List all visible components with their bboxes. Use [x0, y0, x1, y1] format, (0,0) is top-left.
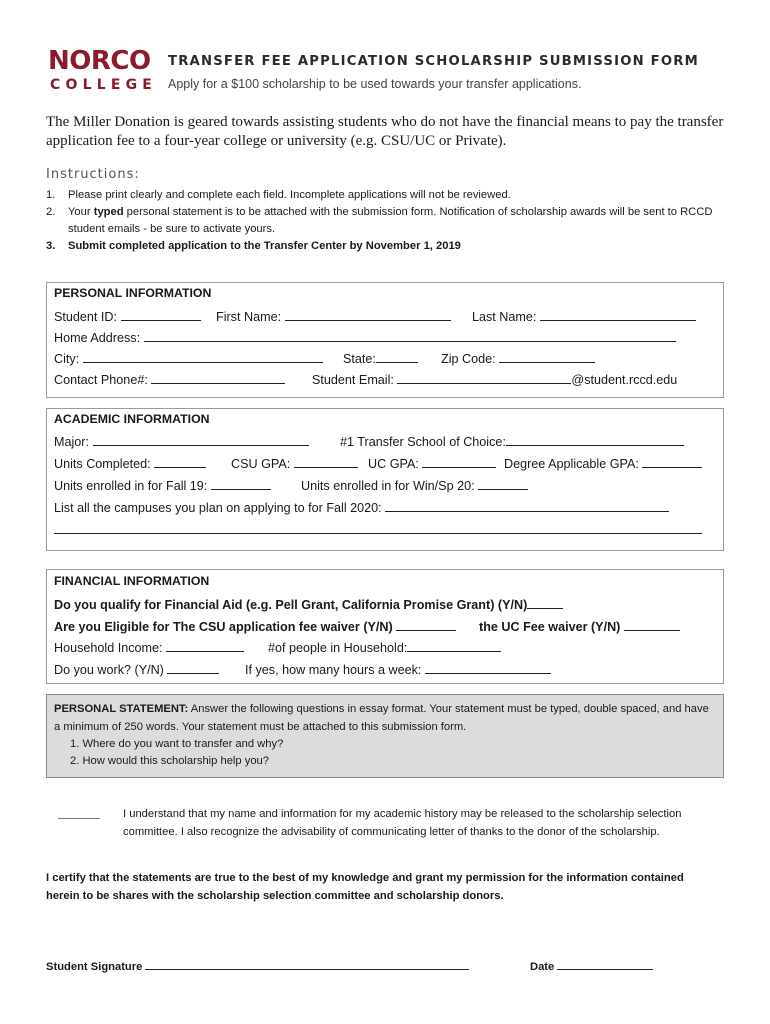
statement-question-2: 2. How would this scholarship help you? [70, 755, 269, 767]
form-subtitle: Apply for a $100 scholarship to be used towards your transfer applications. [168, 77, 582, 91]
student-id-field[interactable]: Student ID: [54, 308, 201, 324]
work-field[interactable]: Do you work? (Y/N) [54, 661, 219, 677]
units-completed-field[interactable]: Units Completed: [54, 455, 206, 471]
household-people-field[interactable]: #of people in Household: [268, 639, 501, 655]
campuses-field[interactable]: List all the campuses you plan on applying to for Fall 2020: [54, 499, 669, 515]
instructions-heading: Instructions: [46, 167, 140, 182]
state-field[interactable]: State: [343, 350, 418, 366]
college-logo-name: NORCO [48, 46, 151, 76]
last-name-field[interactable]: Last Name: [472, 308, 696, 324]
personal-statement-text: PERSONAL STATEMENT: Answer the following questions in essay format. Your statement must be typed, double spaced, and have a minimum of 250 words. Your statement must be attached to this submission form. [54, 703, 709, 733]
uc-waiver-field[interactable]: the UC Fee waiver (Y/N) [479, 618, 680, 634]
college-logo-subtitle: COLLEGE [50, 77, 158, 93]
acknowledgement-text: I understand that my name and information for my academic history may be released to the scholarship selection committee. I also recognize the advisability of communicating letter of thanks to the donor of the scholarship. [123, 808, 682, 838]
household-income-field[interactable]: Household Income: [54, 639, 244, 655]
transfer-school-field[interactable]: #1 Transfer School of Choice: [340, 433, 684, 449]
student-signature-field[interactable]: Student Signature [46, 957, 469, 973]
acknowledgement-initials-line[interactable] [58, 806, 100, 819]
instruction-item: 2. Your typed personal statement is to be attached with the submission form. Notification of scholarship awards will be sent to RCCD student emails - be sure to activate yours. [46, 206, 713, 235]
first-name-field[interactable]: First Name: [216, 308, 451, 324]
work-hours-field[interactable]: If yes, how many hours a week: [245, 661, 551, 677]
contact-phone-field[interactable]: Contact Phone#: [54, 371, 285, 387]
statement-question-1: 1. Where do you want to transfer and why? [70, 738, 284, 750]
units-winter-spring-field[interactable]: Units enrolled in for Win/Sp 20: [301, 477, 528, 493]
financial-info-heading: FINANCIAL INFORMATION [54, 574, 210, 588]
financial-aid-field[interactable]: Do you qualify for Financial Aid (e.g. Pell Grant, California Promise Grant) (Y/N) [54, 596, 563, 612]
instruction-item: 1. Please print clearly and complete each field. Incomplete applications will not be reviewed. [46, 189, 511, 201]
instruction-item: 3. Submit completed application to the Transfer Center by November 1, 2019 [46, 240, 461, 252]
date-field[interactable]: Date [530, 957, 653, 973]
academic-info-heading: ACADEMIC INFORMATION [54, 412, 210, 426]
campuses-extra-line[interactable] [54, 521, 702, 534]
intro-paragraph: The Miller Donation is geared towards assisting students who do not have the financial means to pay the transfer application fee to a four-year college or university (e.g. CSU/UC or Private). [46, 114, 724, 149]
major-field[interactable]: Major: [54, 433, 309, 449]
csu-gpa-field[interactable]: CSU GPA: [231, 455, 358, 471]
certification-statement: I certify that the statements are true to the best of my knowledge and grant my permission for the information contained herein to be shares with the scholarship selection committee and scholarship donors. [46, 872, 684, 902]
home-address-field[interactable]: Home Address: [54, 329, 676, 345]
form-title: TRANSFER FEE APPLICATION SCHOLARSHIP SUBMISSION FORM [168, 54, 699, 69]
zip-code-field[interactable]: Zip Code: [441, 350, 595, 366]
student-email-field[interactable]: Student Email: @student.rccd.edu [312, 373, 678, 387]
csu-waiver-field[interactable]: Are you Eligible for The CSU application fee waiver (Y/N) [54, 618, 456, 634]
personal-info-heading: PERSONAL INFORMATION [54, 286, 212, 300]
degree-gpa-field[interactable]: Degree Applicable GPA: [504, 455, 702, 471]
instructions-list [46, 187, 736, 255]
city-field[interactable]: City: [54, 350, 323, 366]
units-fall-field[interactable]: Units enrolled in for Fall 19: [54, 477, 271, 493]
uc-gpa-field[interactable]: UC GPA: [368, 455, 496, 471]
